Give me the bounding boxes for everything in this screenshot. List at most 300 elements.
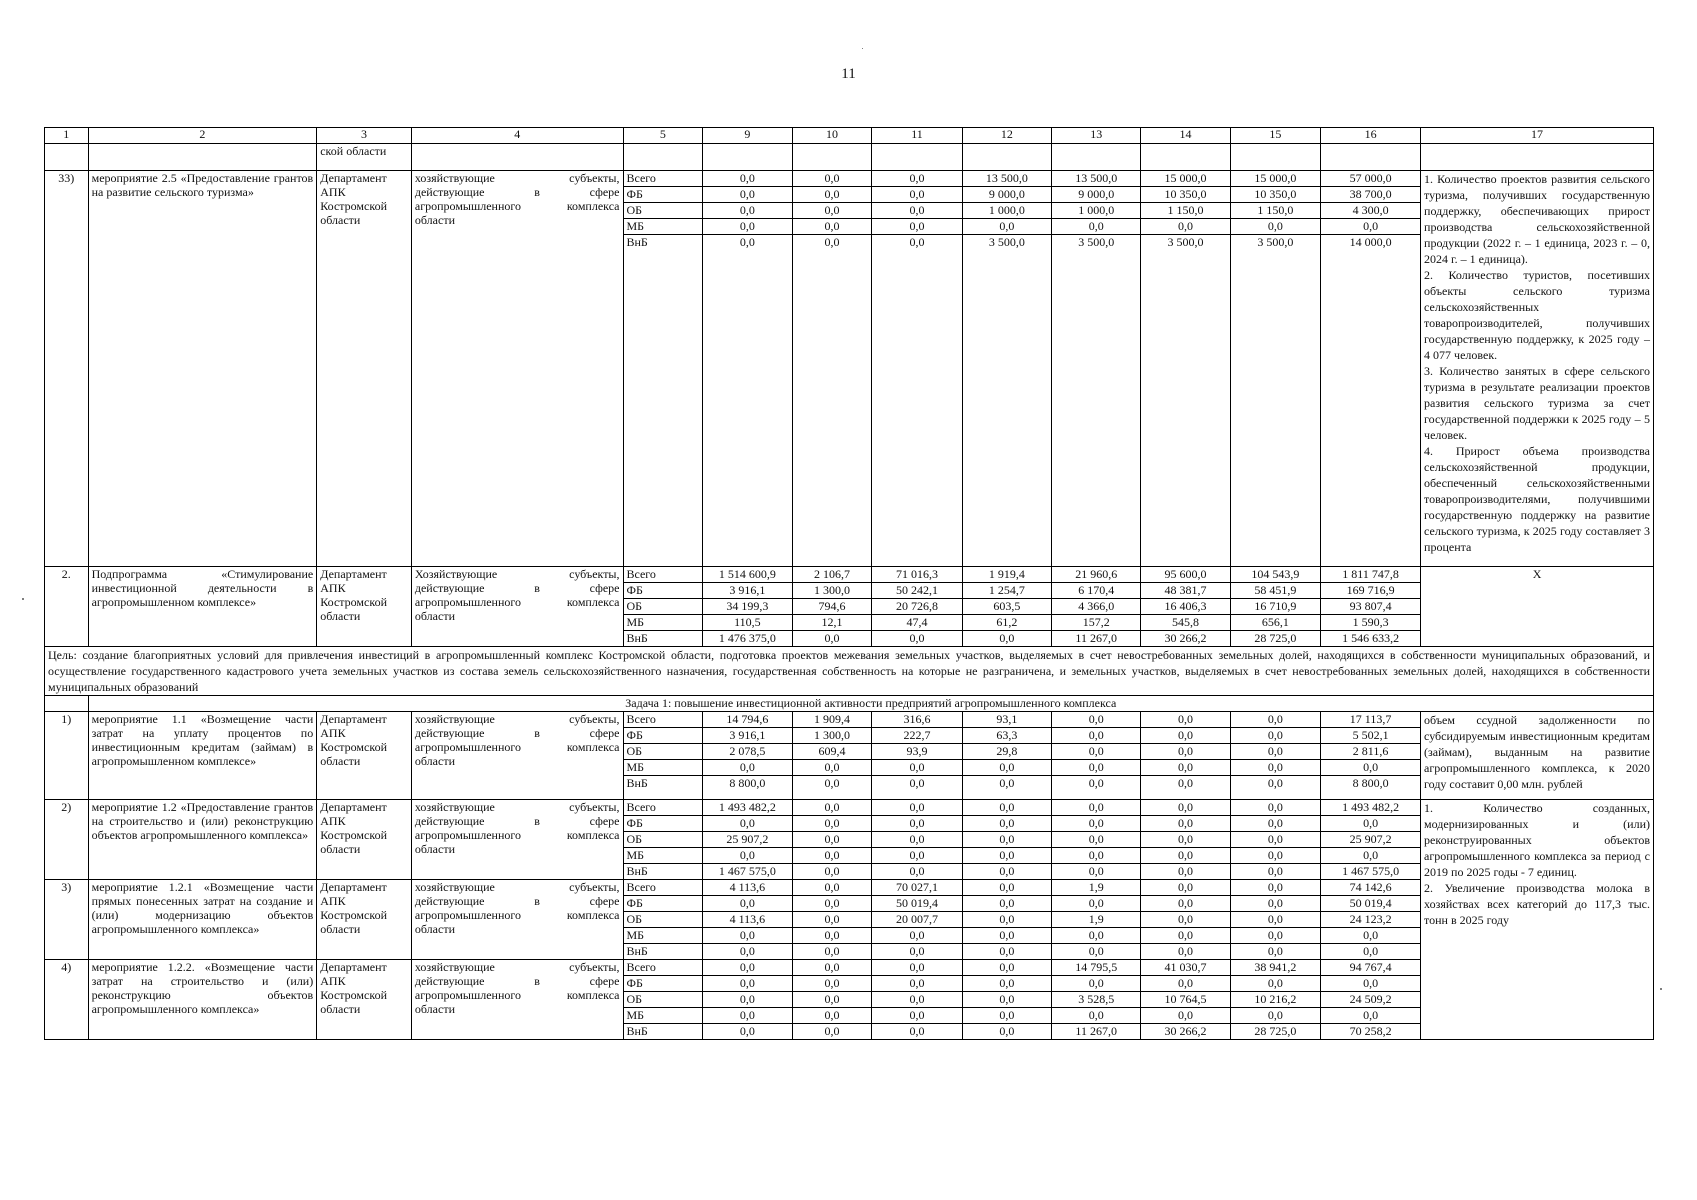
amount-cell: 0,0 — [1230, 219, 1320, 235]
amount-cell: 0,0 — [703, 760, 792, 776]
amount-cell: 1 546 633,2 — [1321, 631, 1421, 647]
amount-cell: 0,0 — [872, 944, 962, 960]
fund-row — [45, 880, 1654, 896]
row-number: 3) — [45, 880, 89, 960]
indicator-cell: объем ссудной задолженности по субсидируемым инвестиционным кредитам (займам), выданным на развитие агропромышленного комплекса, к 2020 году составит 0,00 млн. рублей — [1421, 712, 1654, 800]
amount-cell: 3 916,1 — [703, 583, 792, 599]
amount-cell: 8 800,0 — [1321, 776, 1421, 800]
participants: хозяйствующие субъекты, действующие в сфере агропромышленного комплекса области — [411, 800, 623, 880]
amount-cell: 0,0 — [962, 912, 1051, 928]
cont-responsible-cell: ской области — [317, 144, 412, 171]
cont-empty-cell — [1141, 144, 1230, 171]
column-number-cell: 1 — [45, 128, 89, 144]
participants: хозяйствующие субъекты, действующие в сфере агропромышленного комплекса области — [411, 171, 623, 567]
amount-cell: 0,0 — [703, 960, 792, 976]
fund-source: ФБ — [623, 816, 703, 832]
amount-cell: 1 467 575,0 — [703, 864, 792, 880]
amount-cell: 0,0 — [1052, 928, 1141, 944]
cont-empty-cell — [962, 144, 1051, 171]
fund-source: Всего — [623, 800, 703, 816]
amount-cell: 13 500,0 — [962, 171, 1051, 187]
fund-source: ВнБ — [623, 944, 703, 960]
amount-cell: 0,0 — [792, 776, 872, 800]
task-row — [45, 696, 1654, 712]
fund-source: Всего — [623, 880, 703, 896]
amount-cell: 0,0 — [1230, 800, 1320, 816]
amount-cell: 0,0 — [792, 816, 872, 832]
amount-cell: 0,0 — [1141, 896, 1230, 912]
amount-cell: 0,0 — [1141, 712, 1230, 728]
amount-cell: 1,9 — [1052, 880, 1141, 896]
amount-cell: 0,0 — [792, 171, 872, 187]
amount-cell: 1 590,3 — [1321, 615, 1421, 631]
cont-empty-cell — [411, 144, 623, 171]
amount-cell: 34 199,3 — [703, 599, 792, 615]
fund-source: Всего — [623, 567, 703, 583]
fund-source: Всего — [623, 171, 703, 187]
amount-cell: 0,0 — [1321, 219, 1421, 235]
fund-row — [45, 171, 1654, 187]
responsible-executor: Департамент АПК Костромской области — [317, 880, 412, 960]
amount-cell: 316,6 — [872, 712, 962, 728]
amount-cell: 94 767,4 — [1321, 960, 1421, 976]
amount-cell: 0,0 — [872, 928, 962, 944]
amount-cell: 17 113,7 — [1321, 712, 1421, 728]
amount-cell: 0,0 — [1230, 976, 1320, 992]
amount-cell: 0,0 — [872, 760, 962, 776]
amount-cell: 0,0 — [1052, 944, 1141, 960]
amount-cell: 93,1 — [962, 712, 1051, 728]
amount-cell: 0,0 — [703, 235, 792, 567]
amount-cell: 4 366,0 — [1052, 599, 1141, 615]
amount-cell: 0,0 — [1230, 760, 1320, 776]
amount-cell: 0,0 — [872, 171, 962, 187]
amount-cell: 3 500,0 — [1052, 235, 1141, 567]
fund-source: ОБ — [623, 599, 703, 615]
fund-source: МБ — [623, 219, 703, 235]
amount-cell: 0,0 — [703, 203, 792, 219]
amount-cell: 0,0 — [962, 848, 1051, 864]
column-number-cell: 10 — [792, 128, 872, 144]
amount-cell: 0,0 — [1141, 864, 1230, 880]
amount-cell: 1 476 375,0 — [703, 631, 792, 647]
amount-cell: 50 019,4 — [1321, 896, 1421, 912]
amount-cell: 0,0 — [1321, 848, 1421, 864]
amount-cell: 104 543,9 — [1230, 567, 1320, 583]
amount-cell: 222,7 — [872, 728, 962, 744]
amount-cell: 1 467 575,0 — [1321, 864, 1421, 880]
column-number-cell: 3 — [317, 128, 412, 144]
amount-cell: 0,0 — [792, 992, 872, 1008]
amount-cell: 58 451,9 — [1230, 583, 1320, 599]
amount-cell: 0,0 — [1141, 219, 1230, 235]
cont-empty-cell — [1052, 144, 1141, 171]
cont-empty-cell — [1230, 144, 1320, 171]
amount-cell: 0,0 — [872, 864, 962, 880]
amount-cell: 0,0 — [1141, 928, 1230, 944]
amount-cell: 0,0 — [1321, 816, 1421, 832]
amount-cell: 0,0 — [962, 219, 1051, 235]
amount-cell: 0,0 — [1230, 832, 1320, 848]
amount-cell: 93,9 — [872, 744, 962, 760]
amount-cell: 15 000,0 — [1141, 171, 1230, 187]
responsible-executor: Департамент АПК Костромской области — [317, 800, 412, 880]
amount-cell: 0,0 — [962, 1024, 1051, 1040]
amount-cell: 16 710,9 — [1230, 599, 1320, 615]
amount-cell: 0,0 — [1141, 976, 1230, 992]
continuation-row — [45, 144, 1654, 171]
amount-cell: 656,1 — [1230, 615, 1320, 631]
participants: Хозяйствующие субъекты, действующие в сфере агропромышленного комплекса области — [411, 567, 623, 647]
amount-cell: 0,0 — [962, 864, 1051, 880]
amount-cell: 4 300,0 — [1321, 203, 1421, 219]
row-number: 4) — [45, 960, 89, 1040]
amount-cell: 1,9 — [1052, 912, 1141, 928]
responsible-executor: Департамент АПК Костромской области — [317, 960, 412, 1040]
fund-source: ФБ — [623, 976, 703, 992]
amount-cell: 0,0 — [1230, 728, 1320, 744]
amount-cell: 0,0 — [1052, 848, 1141, 864]
amount-cell: 5 502,1 — [1321, 728, 1421, 744]
amount-cell: 10 764,5 — [1141, 992, 1230, 1008]
measure-name: мероприятие 1.2.2. «Возмещение части затрат на строительство и (или) реконструкцию объектов агропромышленного комплекса» — [88, 960, 317, 1040]
amount-cell: 2 811,6 — [1321, 744, 1421, 760]
amount-cell: 0,0 — [962, 631, 1051, 647]
amount-cell: 0,0 — [1321, 944, 1421, 960]
amount-cell: 0,0 — [1141, 912, 1230, 928]
amount-cell: 0,0 — [792, 928, 872, 944]
fund-source: ВнБ — [623, 1024, 703, 1040]
amount-cell: 1 000,0 — [1052, 203, 1141, 219]
fund-source: ОБ — [623, 912, 703, 928]
amount-cell: 30 266,2 — [1141, 631, 1230, 647]
amount-cell: 0,0 — [872, 976, 962, 992]
amount-cell: 0,0 — [962, 976, 1051, 992]
goal-text: Цель: создание благоприятных условий для привлечения инвестиций в агропромышленный комплекс Костромской области, подготовка проектов межевания земельных участков, выделяемых в счет невостребованных земельных долей, находящихся в собственности муниципальных образований, и осуществление государственного кадастрового учета земельных участков из состава земель сельскохозяйственного назначения, государственная собственность на которые не разграничена, и земельных участков, выделяемых в счет невостребованных земельных долей, находящихся в собственности муниципальных образований — [45, 647, 1654, 696]
fund-source: ВнБ — [623, 776, 703, 800]
amount-cell: 0,0 — [703, 896, 792, 912]
amount-cell: 1 000,0 — [962, 203, 1051, 219]
row-number: 33) — [45, 171, 89, 567]
amount-cell: 0,0 — [1141, 848, 1230, 864]
row-number: 2) — [45, 800, 89, 880]
indicator-cell: 1. Количество созданных, модернизированных и (или) реконструированных объектов агропромышленного комплекса за период с 2019 по 2025 годы - 7 единиц. 2. Увеличение производства молока в хозяйствах всех категорий до 117,3 тыс. тонн в 2025 году — [1421, 800, 1654, 1040]
budget-table — [44, 127, 1654, 1040]
fund-source: ОБ — [623, 832, 703, 848]
task-num-cell — [45, 696, 89, 712]
amount-cell: 0,0 — [1141, 760, 1230, 776]
amount-cell: 0,0 — [1141, 728, 1230, 744]
amount-cell: 1 300,0 — [792, 728, 872, 744]
amount-cell: 0,0 — [1052, 776, 1141, 800]
amount-cell: 0,0 — [703, 976, 792, 992]
cont-num-cell — [45, 144, 89, 171]
amount-cell: 0,0 — [872, 235, 962, 567]
amount-cell: 0,0 — [703, 171, 792, 187]
amount-cell: 0,0 — [962, 928, 1051, 944]
amount-cell: 0,0 — [1230, 712, 1320, 728]
amount-cell: 0,0 — [792, 631, 872, 647]
fund-source: МБ — [623, 615, 703, 631]
fund-source: ОБ — [623, 992, 703, 1008]
amount-cell: 0,0 — [792, 203, 872, 219]
amount-cell: 0,0 — [872, 631, 962, 647]
amount-cell: 0,0 — [703, 219, 792, 235]
amount-cell: 25 907,2 — [1321, 832, 1421, 848]
amount-cell: 14 794,6 — [703, 712, 792, 728]
amount-cell: 11 267,0 — [1052, 1024, 1141, 1040]
amount-cell: 0,0 — [703, 928, 792, 944]
amount-cell: 0,0 — [792, 760, 872, 776]
column-number-cell: 16 — [1321, 128, 1421, 144]
amount-cell: 13 500,0 — [1052, 171, 1141, 187]
amount-cell: 63,3 — [962, 728, 1051, 744]
fund-source: ОБ — [623, 744, 703, 760]
fund-source: ВнБ — [623, 864, 703, 880]
amount-cell: 0,0 — [1141, 880, 1230, 896]
amount-cell: 47,4 — [872, 615, 962, 631]
amount-cell: 1 150,0 — [1141, 203, 1230, 219]
amount-cell: 0,0 — [1141, 800, 1230, 816]
amount-cell: 0,0 — [792, 944, 872, 960]
fund-source: ФБ — [623, 583, 703, 599]
amount-cell: 0,0 — [872, 219, 962, 235]
amount-cell: 50 019,4 — [872, 896, 962, 912]
amount-cell: 3 500,0 — [1230, 235, 1320, 567]
amount-cell: 0,0 — [703, 187, 792, 203]
column-number-cell: 15 — [1230, 128, 1320, 144]
amount-cell: 0,0 — [1141, 744, 1230, 760]
amount-cell: 0,0 — [792, 832, 872, 848]
fund-source: Всего — [623, 712, 703, 728]
column-number-cell: 9 — [703, 128, 792, 144]
amount-cell: 1 300,0 — [792, 583, 872, 599]
indicator-cell: 1. Количество проектов развития сельского туризма, получивших государственную поддержку, обеспечивающих прирост производства сельскохозяйственной продукции (2022 г. – 1 единица, 2023 г. – 0, 2024 г. – 1 единица). 2. Количество туристов, посетивших объекты сельского туризма сельскохозяйственных товаропроизводителей, получивших государственную поддержку, к 2025 году – 4 077 человек. 3. Количество занятых в сфере сельского туризма в результате реализации проектов развития сельского туризма за счет государственной поддержки к 2025 году – 5 человек. 4. Прирост объема производства сельскохозяйственной продукции, обеспеченный сельскохозяйственными товаропроизводителями, получившими государственную поддержку на развитие сельского туризма, к 2025 году составляет 3 процента — [1421, 171, 1654, 567]
amount-cell: 0,0 — [792, 896, 872, 912]
amount-cell: 30 266,2 — [1141, 1024, 1230, 1040]
amount-cell: 603,5 — [962, 599, 1051, 615]
column-number-cell: 5 — [623, 128, 703, 144]
amount-cell: 74 142,6 — [1321, 880, 1421, 896]
amount-cell: 4 113,6 — [703, 912, 792, 928]
amount-cell: 0,0 — [1321, 928, 1421, 944]
indicator-cell: Х — [1421, 567, 1654, 647]
amount-cell: 0,0 — [872, 816, 962, 832]
amount-cell: 0,0 — [872, 203, 962, 219]
amount-cell: 0,0 — [1230, 816, 1320, 832]
amount-cell: 3 500,0 — [962, 235, 1051, 567]
amount-cell: 0,0 — [1052, 728, 1141, 744]
amount-cell: 0,0 — [703, 816, 792, 832]
amount-cell: 0,0 — [1052, 896, 1141, 912]
amount-cell: 15 000,0 — [1230, 171, 1320, 187]
amount-cell: 0,0 — [872, 1008, 962, 1024]
amount-cell: 3 528,5 — [1052, 992, 1141, 1008]
fund-source: ФБ — [623, 896, 703, 912]
amount-cell: 0,0 — [1052, 800, 1141, 816]
amount-cell: 0,0 — [792, 976, 872, 992]
amount-cell: 14 795,5 — [1052, 960, 1141, 976]
amount-cell: 0,0 — [792, 1024, 872, 1040]
amount-cell: 0,0 — [1321, 976, 1421, 992]
amount-cell: 0,0 — [1230, 1008, 1320, 1024]
amount-cell: 0,0 — [1230, 912, 1320, 928]
amount-cell: 8 800,0 — [703, 776, 792, 800]
amount-cell: 0,0 — [1052, 816, 1141, 832]
scan-speck — [862, 48, 863, 49]
amount-cell: 0,0 — [962, 800, 1051, 816]
amount-cell: 0,0 — [962, 760, 1051, 776]
amount-cell: 110,5 — [703, 615, 792, 631]
amount-cell: 0,0 — [792, 912, 872, 928]
column-number-cell: 2 — [88, 128, 317, 144]
amount-cell: 0,0 — [703, 848, 792, 864]
column-number-cell: 12 — [962, 128, 1051, 144]
amount-cell: 11 267,0 — [1052, 631, 1141, 647]
amount-cell: 0,0 — [1230, 896, 1320, 912]
measure-name: Подпрограмма «Стимулирование инвестиционной деятельности в агропромышленном комплексе» — [88, 567, 317, 647]
header-row — [45, 128, 1654, 144]
cont-empty-cell — [1421, 144, 1654, 171]
amount-cell: 0,0 — [1230, 880, 1320, 896]
fund-source: ОБ — [623, 203, 703, 219]
amount-cell: 609,4 — [792, 744, 872, 760]
page-number: 11 — [841, 66, 856, 82]
cont-empty-cell — [792, 144, 872, 171]
fund-row — [45, 960, 1654, 976]
amount-cell: 0,0 — [962, 832, 1051, 848]
amount-cell: 0,0 — [1052, 832, 1141, 848]
fund-source: МБ — [623, 928, 703, 944]
amount-cell: 0,0 — [872, 848, 962, 864]
amount-cell: 0,0 — [1321, 760, 1421, 776]
amount-cell: 0,0 — [1052, 760, 1141, 776]
column-number-cell: 13 — [1052, 128, 1141, 144]
column-number-cell: 17 — [1421, 128, 1654, 144]
fund-source: МБ — [623, 760, 703, 776]
responsible-executor: Департамент АПК Костромской области — [317, 712, 412, 800]
amount-cell: 0,0 — [1052, 712, 1141, 728]
amount-cell: 10 350,0 — [1230, 187, 1320, 203]
amount-cell: 0,0 — [1141, 776, 1230, 800]
fund-source: Всего — [623, 960, 703, 976]
amount-cell: 1 493 482,2 — [1321, 800, 1421, 816]
amount-cell: 0,0 — [962, 896, 1051, 912]
column-number-cell: 11 — [872, 128, 962, 144]
amount-cell: 1 811 747,8 — [1321, 567, 1421, 583]
amount-cell: 29,8 — [962, 744, 1051, 760]
measure-name: мероприятие 1.1 «Возмещение части затрат на уплату процентов по инвестиционным кредитам (займам) в агропромышленном комплексе» — [88, 712, 317, 800]
amount-cell: 0,0 — [1230, 848, 1320, 864]
amount-cell: 9 000,0 — [1052, 187, 1141, 203]
amount-cell: 95 600,0 — [1141, 567, 1230, 583]
amount-cell: 0,0 — [703, 1024, 792, 1040]
amount-cell: 2 078,5 — [703, 744, 792, 760]
column-number-cell: 4 — [411, 128, 623, 144]
amount-cell: 0,0 — [1141, 832, 1230, 848]
amount-cell: 0,0 — [703, 1008, 792, 1024]
cont-empty-cell — [1321, 144, 1421, 171]
goal-row — [45, 647, 1654, 696]
fund-source: МБ — [623, 1008, 703, 1024]
responsible-executor: Департамент АПК Костромской области — [317, 567, 412, 647]
amount-cell: 0,0 — [1052, 1008, 1141, 1024]
amount-cell: 1 514 600,9 — [703, 567, 792, 583]
amount-cell: 0,0 — [1230, 776, 1320, 800]
fund-source: МБ — [623, 848, 703, 864]
amount-cell: 0,0 — [792, 187, 872, 203]
amount-cell: 3 500,0 — [1141, 235, 1230, 567]
amount-cell: 0,0 — [792, 960, 872, 976]
amount-cell: 1 909,4 — [792, 712, 872, 728]
amount-cell: 0,0 — [962, 992, 1051, 1008]
amount-cell: 61,2 — [962, 615, 1051, 631]
fund-source: ФБ — [623, 728, 703, 744]
amount-cell: 1 150,0 — [1230, 203, 1320, 219]
amount-cell: 9 000,0 — [962, 187, 1051, 203]
amount-cell: 0,0 — [962, 880, 1051, 896]
amount-cell: 1 919,4 — [962, 567, 1051, 583]
amount-cell: 24 123,2 — [1321, 912, 1421, 928]
amount-cell: 0,0 — [792, 235, 872, 567]
amount-cell: 0,0 — [962, 960, 1051, 976]
amount-cell: 48 381,7 — [1141, 583, 1230, 599]
amount-cell: 0,0 — [872, 1024, 962, 1040]
fund-source: ВнБ — [623, 235, 703, 567]
amount-cell: 169 716,9 — [1321, 583, 1421, 599]
amount-cell: 0,0 — [1052, 864, 1141, 880]
amount-cell: 0,0 — [1052, 976, 1141, 992]
measure-name: мероприятие 1.2.1 «Возмещение части прямых понесенных затрат на создание и (или) модернизацию объектов агропромышленного комплекса» — [88, 880, 317, 960]
task-text: Задача 1: повышение инвестиционной активности предприятий агропромышленного комплекса — [88, 696, 1653, 712]
amount-cell: 25 907,2 — [703, 832, 792, 848]
amount-cell: 50 242,1 — [872, 583, 962, 599]
amount-cell: 0,0 — [1230, 944, 1320, 960]
amount-cell: 28 725,0 — [1230, 631, 1320, 647]
amount-cell: 3 916,1 — [703, 728, 792, 744]
amount-cell: 0,0 — [872, 776, 962, 800]
amount-cell: 0,0 — [962, 944, 1051, 960]
amount-cell: 12,1 — [792, 615, 872, 631]
amount-cell: 0,0 — [792, 864, 872, 880]
column-number-cell: 14 — [1141, 128, 1230, 144]
amount-cell: 0,0 — [1230, 928, 1320, 944]
amount-cell: 0,0 — [872, 800, 962, 816]
amount-cell: 24 509,2 — [1321, 992, 1421, 1008]
amount-cell: 0,0 — [872, 832, 962, 848]
amount-cell: 0,0 — [703, 992, 792, 1008]
responsible-executor: Департамент АПК Костромской области — [317, 171, 412, 567]
amount-cell: 2 106,7 — [792, 567, 872, 583]
amount-cell: 71 016,3 — [872, 567, 962, 583]
amount-cell: 545,8 — [1141, 615, 1230, 631]
amount-cell: 6 170,4 — [1052, 583, 1141, 599]
amount-cell: 794,6 — [792, 599, 872, 615]
cont-empty-cell — [872, 144, 962, 171]
amount-cell: 0,0 — [962, 776, 1051, 800]
amount-cell: 0,0 — [792, 848, 872, 864]
amount-cell: 0,0 — [792, 219, 872, 235]
amount-cell: 20 007,7 — [872, 912, 962, 928]
amount-cell: 0,0 — [792, 1008, 872, 1024]
row-number: 2. — [45, 567, 89, 647]
participants: хозяйствующие субъекты, действующие в сфере агропромышленного комплекса области — [411, 960, 623, 1040]
measure-name: мероприятие 2.5 «Предоставление грантов на развитие сельского туризма» — [88, 171, 317, 567]
cont-name-cell — [88, 144, 317, 171]
amount-cell: 0,0 — [1321, 1008, 1421, 1024]
amount-cell: 0,0 — [872, 187, 962, 203]
amount-cell: 157,2 — [1052, 615, 1141, 631]
